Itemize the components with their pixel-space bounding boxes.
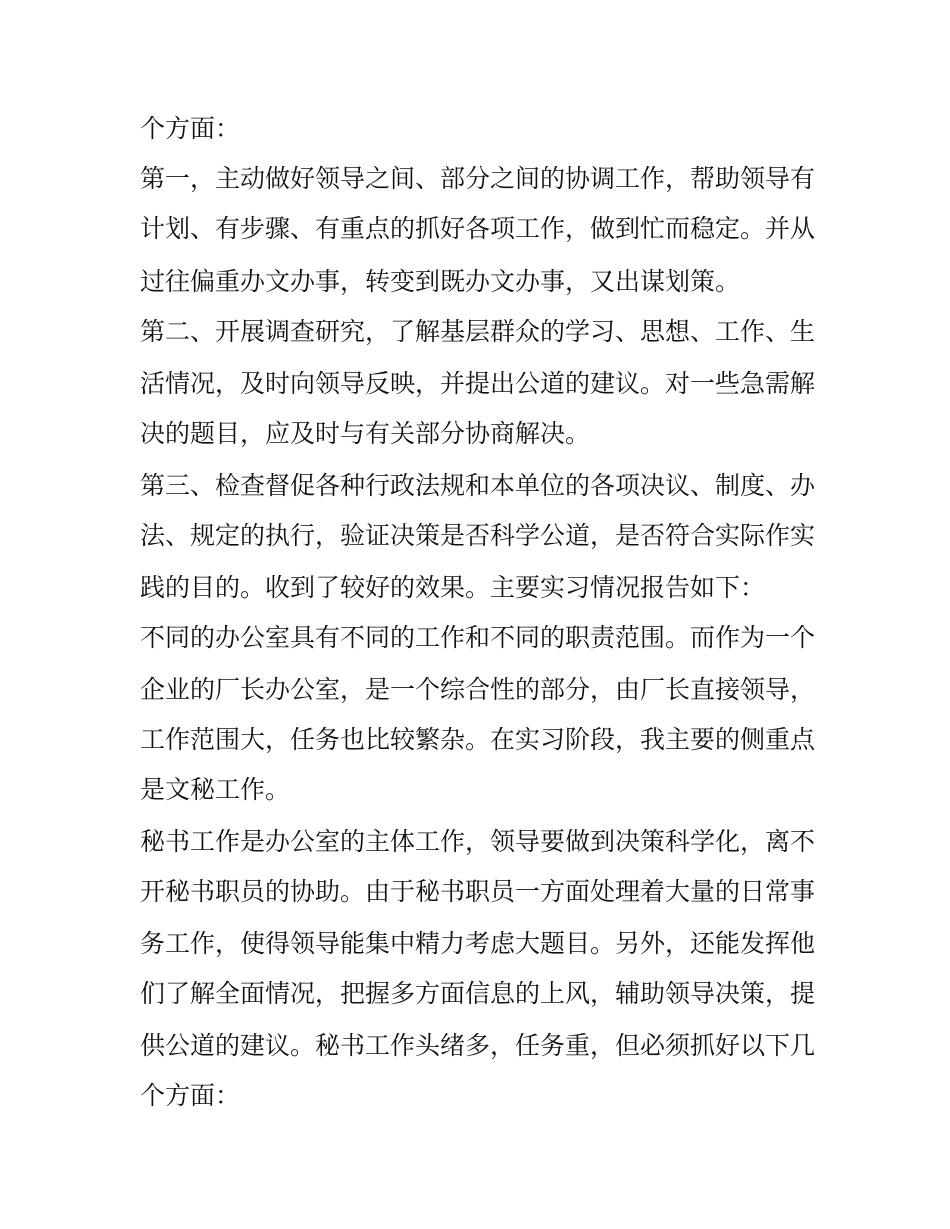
text-line-20: 个方面： bbox=[140, 1081, 241, 1110]
text-line-12: 企业的厂长办公室，是一个综合性的部分，由厂长直接领导， bbox=[140, 675, 816, 704]
text-line-16: 开秘书职员的协助。由于秘书职员一方面处理着大量的日常事 bbox=[140, 877, 816, 906]
text-line-8: 第三、检查督促各种行政法规和本单位的各项决议、制度、办 bbox=[140, 471, 816, 500]
text-line-2: 第一，主动做好领导之间、部分之间的协调工作，帮助领导有 bbox=[140, 164, 816, 193]
text-line-7: 决的题目，应及时与有关部分协商解决。 bbox=[140, 419, 591, 448]
text-line-1: 个方面： bbox=[140, 114, 241, 143]
text-line-14: 是文秘工作。 bbox=[140, 775, 291, 804]
text-line-3: 计划、有步骤、有重点的抓好各项工作，做到忙而稳定。并从 bbox=[140, 214, 816, 243]
text-line-19: 供公道的建议。秘书工作头绪多，任务重，但必须抓好以下几 bbox=[140, 1031, 816, 1060]
text-line-4: 过往偏重办文办事，转变到既办文办事，又出谋划策。 bbox=[140, 267, 741, 296]
text-line-17: 务工作，使得领导能集中精力考虑大题目。另外，还能发挥他 bbox=[140, 929, 816, 958]
text-line-18: 们了解全面情况，把握多方面信息的上风，辅助领导决策，提 bbox=[140, 979, 816, 1008]
text-line-11: 不同的办公室具有不同的工作和不同的职责范围。而作为一个 bbox=[140, 623, 816, 652]
text-line-5: 第二、开展调查研究，了解基层群众的学习、思想、工作、生 bbox=[140, 317, 816, 346]
text-line-9: 法、规定的执行，验证决策是否科学公道，是否符合实际作实 bbox=[140, 521, 816, 550]
text-line-6: 活情况，及时向领导反映，并提出公道的建议。对一些急需解 bbox=[140, 369, 816, 398]
text-line-13: 工作范围大，任务也比较繁杂。在实习阶段，我主要的侧重点 bbox=[140, 725, 816, 754]
text-line-15: 秘书工作是办公室的主体工作，领导要做到决策科学化，离不 bbox=[140, 827, 816, 856]
text-line-10: 践的目的。收到了较好的效果。主要实习情况报告如下： bbox=[140, 573, 766, 602]
